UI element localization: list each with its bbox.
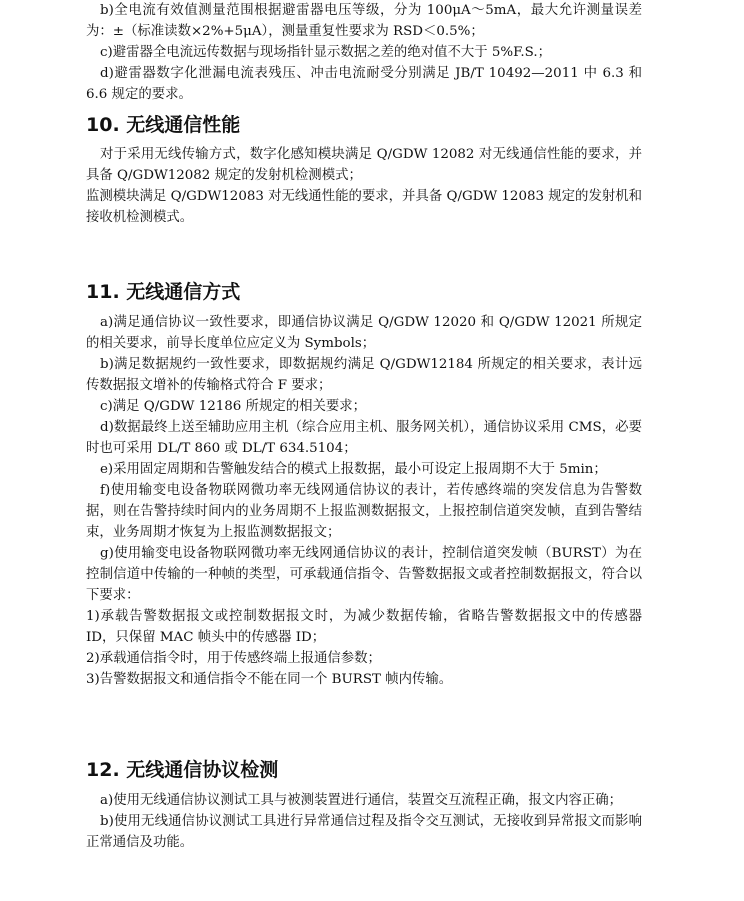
section-10-paragraph-1: 对于采用无线传输方式，数字化感知模块满足 Q/GDW 12082 对无线通信性能的要求，并具备 Q/GDW12082 规定的发射机检测模式； — [86, 147, 642, 183]
section-11-item-b: b)满足数据规约一致性要求，即数据规约满足 Q/GDW12184 所规定的相关要求，表计远传数据报文增补的传输格式符合 F 要求； — [86, 357, 642, 393]
section-11-item-e: e)采用固定周期和告警触发结合的模式上报数据，最小可设定上报周期不大于 5min； — [100, 462, 607, 477]
section-11-item-d: d)数据最终上送至辅助应用主机（综合应用主机、服务网关机），通信协议采用 CMS，必要时也可采用 DL/T 860 或 DL/T 634.5104； — [86, 420, 642, 456]
section-11-subitem-1: 1)承载告警数据报文或控制数据报文时，为减少数据传输，省略告警数据报文中的传感器 ID，只保留 MAC 帧头中的传感器 ID； — [86, 609, 642, 645]
section-12-item-b: b)使用无线通信协议测试工具进行异常通信过程及指令交互测试，无接收到异常报文而影响正常通信及功能。 — [86, 814, 642, 850]
section-11-title: 11. 无线通信方式 — [86, 281, 241, 303]
section-11 — [86, 279, 642, 305]
section-11-item-g: g)使用输变电设备物联网微功率无线网通信协议的表计，控制信道突发帧（BURST）为在控制信道中传输的一种帧的类型，可承载通信指令、告警数据报文或者控制数据报文，符合以下要求： — [86, 546, 642, 603]
section-12-title: 12. 无线通信协议检测 — [86, 759, 279, 781]
section-11-body — [86, 312, 642, 690]
section-11-item-f: f)使用输变电设备物联网微功率无线网通信协议的表计，若传感终端的突发信息为告警数据，则在告警持续时间内的业务周期不上报监测数据报文，上报控制信道突发帧，直到告警结束，业务周期才恢复为上报监测数据报文； — [86, 483, 642, 540]
section-10-title: 10. 无线通信性能 — [86, 114, 241, 136]
section-11-subitem-3: 3)告警数据报文和通信指令不能在同一个 BURST 帧内传输。 — [86, 672, 453, 687]
section-11-subitem-2: 2)承载通信指令时，用于传感终端上报通信参数； — [86, 651, 381, 666]
section-11-item-a: a)满足通信协议一致性要求，即通信协议满足 Q/GDW 12020 和 Q/GDW 12021 所规定的相关要求，前导长度单位应定义为 Symbols； — [86, 315, 642, 351]
section-10-body — [86, 144, 642, 228]
section-10 — [86, 112, 642, 138]
section-12 — [86, 757, 642, 783]
requirement-b: b)全电流有效值测量范围根据避雷器电压等级，分为 100μA～5mA，最大允许测量误差为：±（标准读数×2%+5μA），测量重复性要求为 RSD＜0.5%； — [86, 3, 642, 39]
requirement-d: d)避雷器数字化泄漏电流表残压、冲击电流耐受分别满足 JB/T 10492—2011 中 6.3 和 6.6 规定的要求。 — [86, 66, 642, 102]
section-11-item-c: c)满足 Q/GDW 12186 所规定的相关要求； — [100, 399, 367, 414]
section-12-item-a: a)使用无线通信协议测试工具与被测装置进行通信，装置交互流程正确，报文内容正确； — [100, 793, 623, 808]
section-12-body — [86, 790, 642, 853]
top-requirements — [86, 0, 642, 105]
requirement-c: c)避雷器全电流远传数据与现场指针显示数据之差的绝对值不大于 5%F.S.； — [100, 45, 551, 60]
section-10-paragraph-2: 监测模块满足 Q/GDW12083 对无线通性能的要求，并具备 Q/GDW 12083 规定的发射机和接收机检测模式。 — [86, 189, 643, 225]
